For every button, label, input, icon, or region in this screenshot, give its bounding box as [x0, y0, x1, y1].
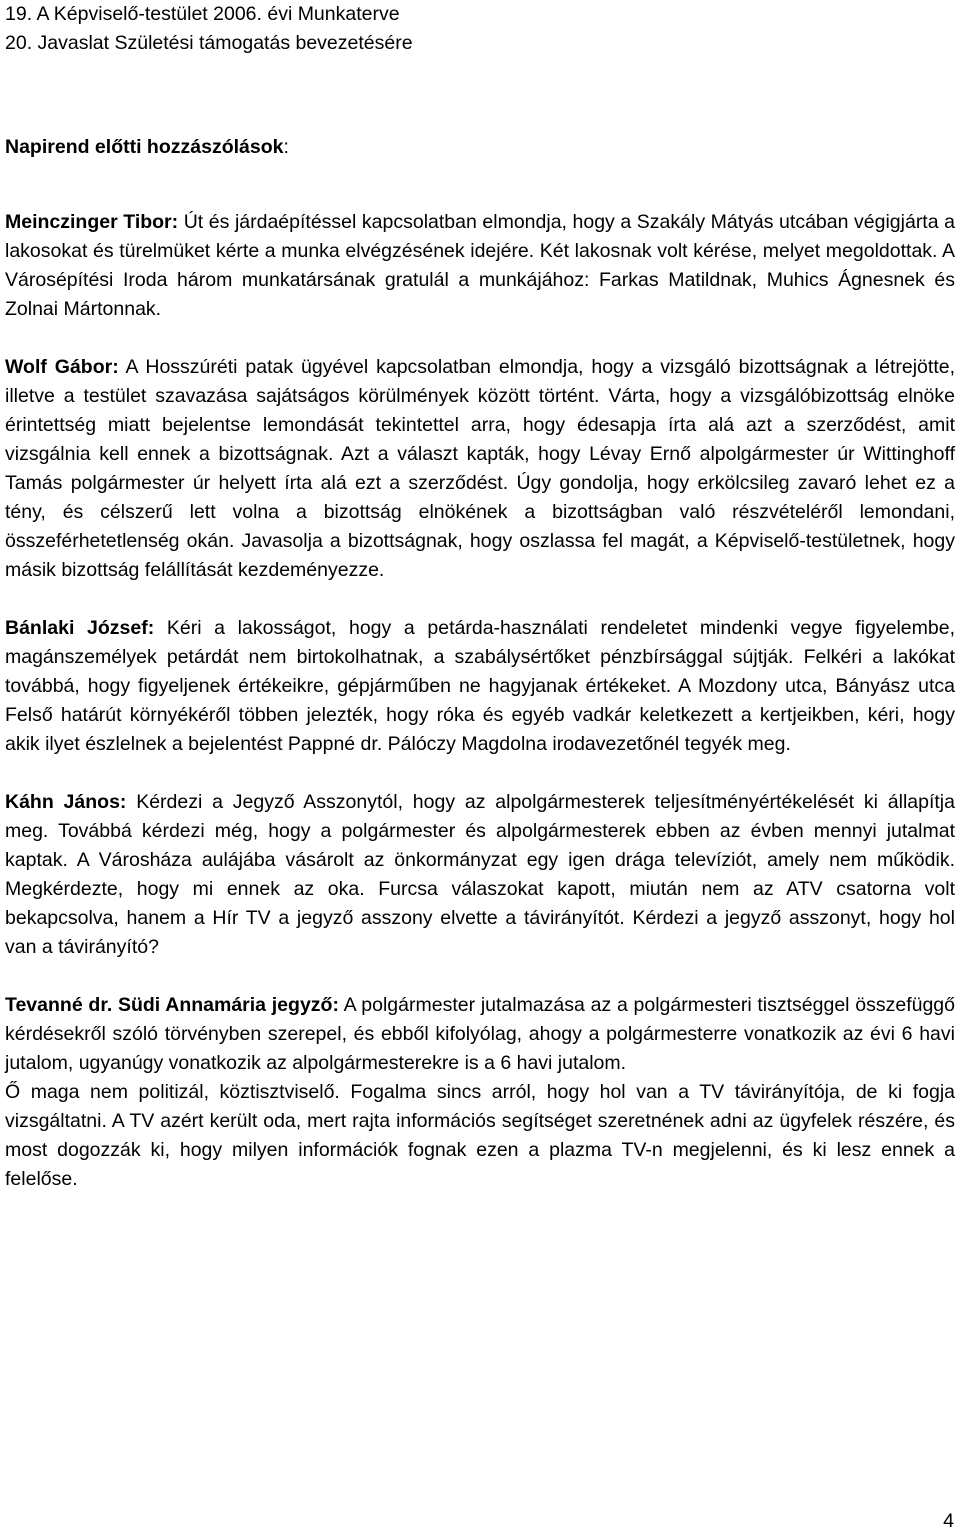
- paragraph-tevanne-continued: [5, 1078, 955, 1194]
- agenda-item-20: 20. Javaslat Születési támogatás bevezetésére: [5, 32, 413, 54]
- paragraph-banlaki: [5, 614, 955, 759]
- paragraph-wolf: [5, 353, 955, 585]
- paragraph-text: Ő maga nem politizál, köztisztviselő. Fogalma sincs arról, hogy hol van a TV távirányítója, de ki fogja vizsgáltatni. A TV azért került oda, mert rajta információs segítséget szeretnének adni az ügyfelek részére, és most dogozzák ki, hogy milyen információk fognak ezen a plazma TV-n megjelenni, és ki lesz ennek a felelőse.: [5, 1081, 955, 1190]
- speaker-name: Wolf Gábor:: [5, 356, 119, 378]
- paragraph-text: Út és járdaépítéssel kapcsolatban elmondja, hogy a Szakály Mátyás utcában végigjárta a lakosokat és türelmüket kérte a munka elvégzésének idejére. Két lakosnak volt kérése, melyet megoldottak. A Városépítési Iroda három munkatársának gratulál a munkájához: Farkas Matildnak, Muhics Ágnesnek és Zolnai Mártonnak.: [5, 211, 955, 320]
- document-page: [5, 0, 955, 1194]
- speaker-name: Meinczinger Tibor:: [5, 211, 179, 233]
- paragraph-meinczinger: [5, 208, 955, 324]
- paragraph-text: Kéri a lakosságot, hogy a petárda-használati rendeletet mindenki vegye figyelembe, magánszemélyek petárdát nem birtokolhatnak, a szabálysértőket pénzbírsággal sújtják. Felkéri a lakókat továbbá, hogy figyeljenek értékeikre, gépjárműben ne hagyjanak értékeket. A Mozdony utca, Bányász utca Felső határút környékéről többen jelezték, hogy róka és egyéb vadkár keletkezett a kertjeikben, kéri, hogy akik ilyet észlelnek a bejelentést Pappné dr. Pálóczy Magdolna irodavezetőnél tegyék meg.: [5, 617, 955, 755]
- paragraph-tevanne: [5, 991, 955, 1078]
- paragraph-text: A polgármester jutalmazása az a polgármesteri tisztséggel összefüggő kérdésekről szóló törvényben szerepel, és ebből kifolyólag, ahogy a polgármesterre vonatkozik az évi 6 havi jutalom, ugyanúgy vonatkozik az alpolgármesterekre is a 6 havi jutalom.: [5, 994, 955, 1074]
- agenda-item-19: 19. A Képviselő-testület 2006. évi Munkaterve: [5, 3, 400, 25]
- section-colon: :: [283, 136, 289, 158]
- speaker-name: Tevanné dr. Südi Annamária jegyző:: [5, 994, 339, 1016]
- section-heading: [5, 133, 955, 162]
- speaker-name: Bánlaki József:: [5, 617, 155, 639]
- page-number: 4: [943, 1510, 954, 1532]
- paragraph-text: A Hosszúréti patak ügyével kapcsolatban elmondja, hogy a vizsgáló bizottságnak a létrejötte, illetve a testület szavazása sajátságos körülmények között történt. Várta, hogy a vizsgálóbizottság elnöke érintettség miatt bejelentse lemondását tekintettel arra, hogy édesapja írta alá azt a szerződést, amit vizsgálnia kell ennek a bizottságnak. Azt a választ kapták, hogy Lévay Ernő alpolgármester úr Wittinghoff Tamás polgármester úr helyett írta alá ezt a szerződést. Úgy gondolja, hogy erkölcsileg zavaró lehet ez a tény, és célszerű lett volna a bizottság elnökének a bizottságban való részvételéről lemondani, összeférhetetlenség okán. Javasolja a bizottságnak, hogy oszlassa fel magát, a Képviselő-testületnek, hogy másik bizottság felállítását kezdeményezze.: [5, 356, 955, 581]
- section-title: Napirend előtti hozzászólások: [5, 136, 284, 158]
- paragraph-text: Kérdezi a Jegyző Asszonytól, hogy az alpolgármesterek teljesítményértékelését ki állapítja meg. Továbbá kérdezi még, hogy a polgármester és alpolgármesterek ebben az évben mennyi jutalmat kaptak. A Városháza aulájába vásárolt az önkormányzat egy igen drága televíziót, amely nem működik. Megkérdezte, hogy mi ennek az oka. Furcsa válaszokat kapott, miután nem az ATV csatorna volt bekapcsolva, hanem a Hír TV a jegyző asszony elvette a távirányítót. Kérdezi a jegyző asszonyt, hogy hol van a távirányító?: [5, 791, 955, 958]
- paragraph-kahn: [5, 788, 955, 962]
- speaker-name: Káhn János:: [5, 791, 127, 813]
